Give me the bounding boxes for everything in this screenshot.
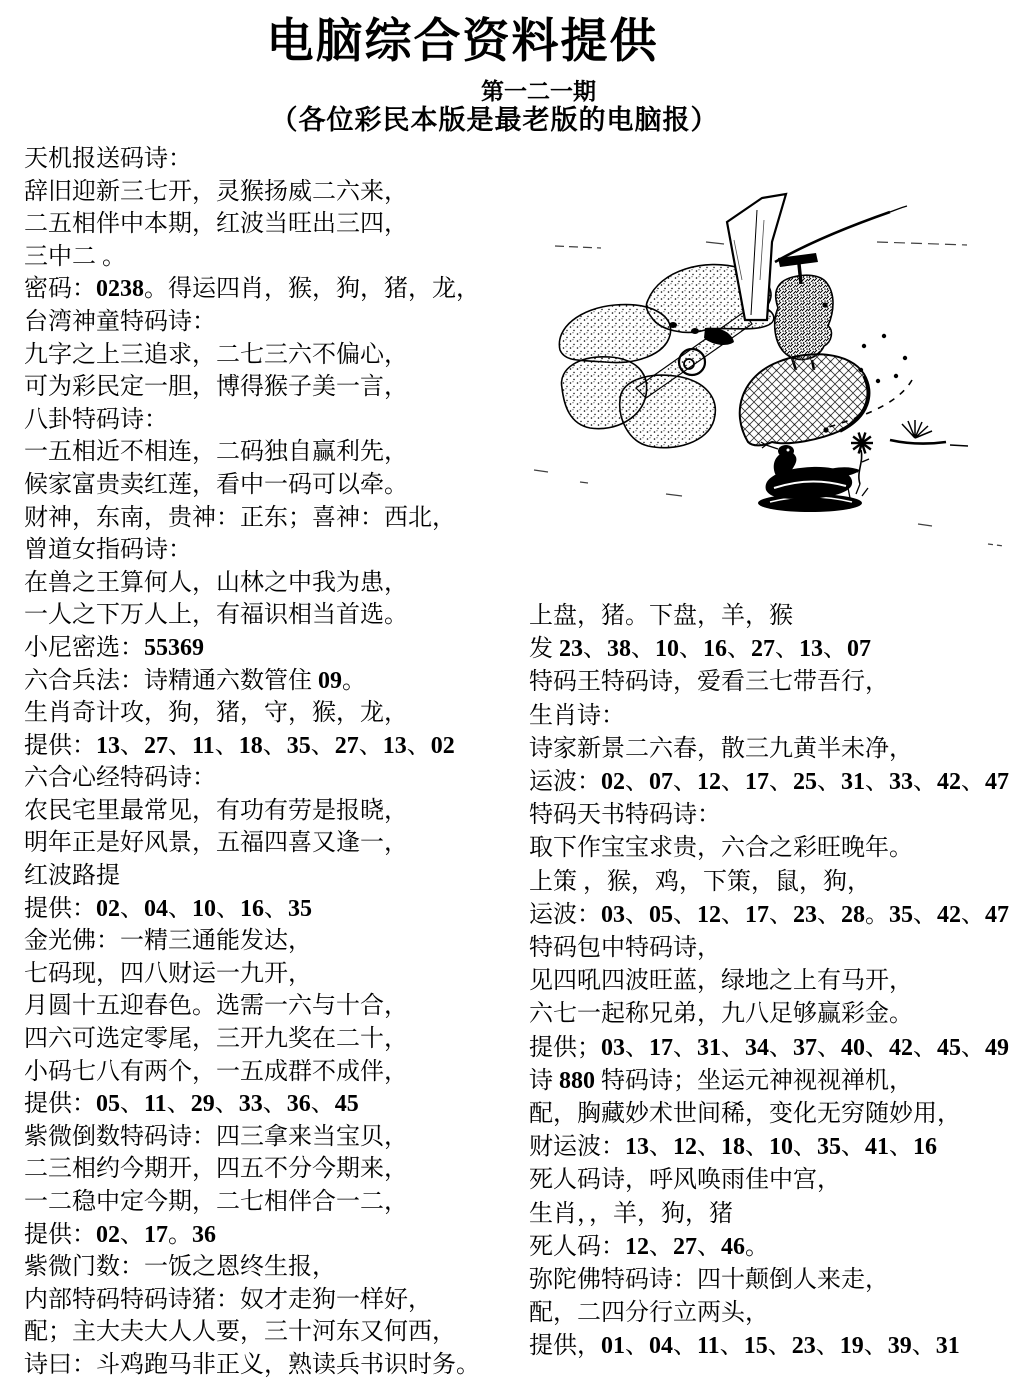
text-line: 发 23、38、10、16、27、13、07 bbox=[529, 636, 871, 663]
text-line: 提供：05、11、29、33、36、45 bbox=[24, 1091, 359, 1118]
text-line: 提供：02、04、10、16、35 bbox=[24, 895, 312, 922]
text-line: 二三相约今期开，四五不分今期来， bbox=[24, 1156, 408, 1183]
text-line: 提供，01、04、11、15、23、19、39、31 bbox=[529, 1333, 960, 1360]
text-line: 可为彩民定一胆，博得猴子美一言， bbox=[24, 374, 408, 401]
text-line: 诗 880 特码诗；坐运元神视视禅机， bbox=[529, 1067, 913, 1094]
hatched-mound bbox=[740, 354, 870, 445]
text-line: 死人码：12、27、46。 bbox=[529, 1233, 769, 1260]
text-line: 六合兵法：诗精通六数管住 09。 bbox=[24, 667, 366, 694]
grass-tuft bbox=[890, 420, 968, 446]
text-line: 特码王特码诗，爱看三七带吾行， bbox=[529, 669, 889, 696]
text-line: 一人之下万人上，有福识相当首选。 bbox=[24, 602, 408, 629]
text-line: 天机报送码诗： bbox=[24, 146, 192, 172]
text-line: 诗曰：斗鸡跑马非正义，熟读兵书识时务。 bbox=[24, 1351, 480, 1378]
text-line: 一二稳中定今期，二七相伴合一二， bbox=[24, 1189, 408, 1215]
text-line: 生肖诗： bbox=[529, 702, 625, 729]
text-line: 上盘，猪。下盘，羊，猴 bbox=[529, 603, 793, 629]
text-line: 曾道女指码诗： bbox=[24, 537, 192, 564]
text-line: 生肖奇计攻，狗，猪，守，猴，龙， bbox=[24, 700, 408, 727]
text-line: 内部特码特码诗猪：奴才走狗一样好， bbox=[24, 1286, 432, 1313]
text-line: 明年正是好风景，五福四喜又逢一， bbox=[24, 830, 408, 857]
text-line: 二五相伴中本期，红波当旺出三四， bbox=[24, 211, 408, 238]
text-line: 八卦特码诗： bbox=[24, 406, 168, 433]
text-line: 小码七八有两个，一五成群不成伴， bbox=[24, 1058, 408, 1085]
text-line: 月圆十五迎春色。选需一六与十合， bbox=[24, 993, 408, 1020]
text-line: 见四吼四波旺蓝，绿地之上有马开， bbox=[529, 968, 913, 995]
subtitle-note: （各位彩民本版是最老版的电脑报） bbox=[270, 105, 719, 135]
issue-number: 第一二一期 bbox=[481, 78, 596, 104]
text-line: 财神，东南，贵神：正东；喜神：西北， bbox=[24, 504, 456, 531]
text-line: 紫微倒数特码诗：四三拿来当宝贝， bbox=[24, 1123, 408, 1150]
text-line: 一五相近不相连，二码独自赢利先， bbox=[24, 439, 408, 466]
page-title: 电脑综合资料提供 bbox=[266, 14, 659, 67]
text-line: 配；主大夫大人人要，三十河东又何西， bbox=[24, 1319, 456, 1346]
text-line: 红波路提 bbox=[24, 863, 120, 890]
left-text-column bbox=[24, 143, 524, 1382]
text-line: 四六可选定零尾，三开九奖在二十， bbox=[24, 1026, 408, 1053]
text-line: 弥陀佛特码诗：四十颠倒人来走， bbox=[529, 1267, 889, 1294]
right-text-column bbox=[529, 600, 1033, 1364]
text-line: 三中二 。 bbox=[24, 243, 126, 270]
text-line: 小尼密选：55369 bbox=[24, 634, 204, 661]
text-line: 候家富贵卖红莲，看中一码可以牵。 bbox=[24, 471, 408, 498]
text-line: 六合心经特码诗： bbox=[24, 765, 216, 792]
text-line: 运波：02、07、12、17、25、31、33、42、47 bbox=[529, 769, 1009, 796]
text-line: 农民宅里最常见，有功有劳是报晓， bbox=[24, 797, 408, 824]
text-line: 辞旧迎新三七开，灵猴扬威二六来， bbox=[24, 178, 408, 205]
flower bbox=[851, 433, 873, 485]
text-line: 提供：02、17。36 bbox=[24, 1221, 216, 1248]
text-line: 提供：13、27、11、18、35、27、13、02 bbox=[24, 732, 455, 759]
snake bbox=[758, 442, 868, 512]
text-line: 六七一起称兄弟，九八足够赢彩金。 bbox=[529, 1001, 913, 1028]
text-line: 诗家新景二六春，散三九黄半未净， bbox=[529, 735, 913, 762]
text-line: 财运波：13、12、18、10、35、41、16 bbox=[529, 1134, 937, 1161]
text-line: 特码天书特码诗： bbox=[529, 802, 721, 829]
text-line: 七码现，四八财运一九开， bbox=[24, 960, 312, 987]
text-line: 配，胸藏妙术世间稀，变化无穷随妙用， bbox=[529, 1101, 961, 1128]
text-line: 生肖，，羊，狗，猪 bbox=[529, 1200, 733, 1227]
text-line: 在兽之王算何人，山林之中我为患， bbox=[24, 569, 408, 596]
text-line: 密码：0238。得运四肖，猴，狗，猪，龙， bbox=[24, 276, 480, 303]
text-line: 九字之上三追求，二七三六不偏心， bbox=[24, 341, 408, 368]
text-line: 配，二四分行立两头， bbox=[529, 1300, 769, 1327]
text-line: 运波：03、05、12、17、23、28。35、42、47 bbox=[529, 901, 1009, 928]
text-line: 金光佛：一精三通能发达， bbox=[24, 928, 312, 955]
text-line: 紫微门数：一饭之恩终生报， bbox=[24, 1254, 336, 1281]
text-line: 提供；03、17、31、34、37、40、42、45、49 bbox=[529, 1034, 1009, 1061]
text-line: 特码包中特码诗， bbox=[529, 935, 721, 962]
monkey-illustration bbox=[520, 150, 1033, 590]
text-line: 台湾神童特码诗： bbox=[24, 308, 216, 335]
text-line: 上策 ，猴，鸡，下策，鼠，狗， bbox=[529, 868, 871, 895]
text-line: 取下作宝宝求贵，六合之彩旺晚年。 bbox=[529, 835, 913, 862]
text-line: 死人码诗，呼风唤雨佳中宫， bbox=[529, 1167, 841, 1194]
